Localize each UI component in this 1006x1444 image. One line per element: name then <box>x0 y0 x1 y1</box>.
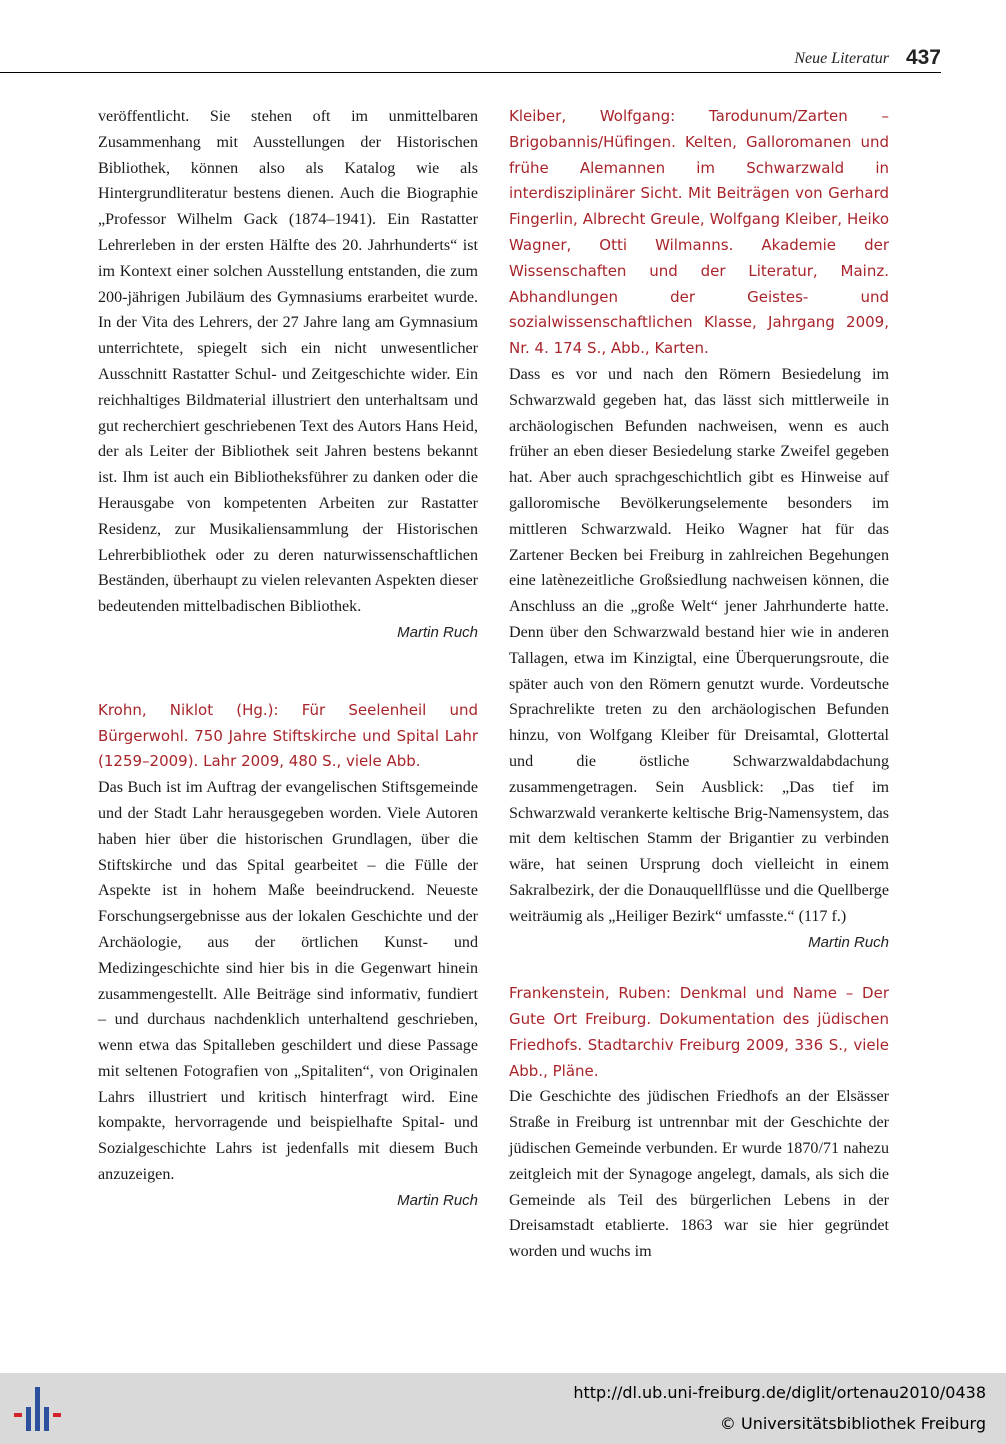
left-column <box>98 104 478 1214</box>
intro-signature: Martin Ruch <box>397 623 478 641</box>
footer-copyright: © Universitätsbibliothek Freiburg <box>719 1414 986 1433</box>
right-column <box>509 104 889 1265</box>
review-signature-krohn: Martin Ruch <box>397 1191 478 1209</box>
spacer <box>509 955 889 981</box>
review-heading-frankenstein: Frankenstein, Ruben: Denkmal und Name – Der Gute Ort Freiburg. Dokumentation des jüdischen Friedhofs. Stadtarchiv Freiburg 2009, 336 S., viele Abb., Pläne. <box>509 984 889 1080</box>
spacer <box>98 672 478 698</box>
section-title: Neue Literatur <box>794 50 889 67</box>
review-heading-kleiber: Kleiber, Wolfgang: Tarodunum/Zarten – Brigobannis/Hüfingen. Kelten, Galloromanen und frühe Alemannen im Schwarzwald in interdisziplinärer Sicht. Mit Beiträgen von Gerhard Fingerlin, Albrecht Greule, Wolfgang Kleiber, Heiko Wagner, Otti Wilmanns. Akademie der Wissenschaften und der Literatur, Mainz. Abhandlungen der Geistes- und sozialwissenschaftlichen Klasse, Jahrgang 2009, Nr. 4. 174 S., Abb., Karten. <box>509 107 889 358</box>
intro-paragraph: veröffentlicht. Sie stehen oft im unmittelbaren Zusammenhang mit Ausstellungen der Historischen Bibliothek, können also als Katalog wie als Hintergrundliteratur bestens dienen. Auch die Biographie „Professor Wilhelm Gack (1874–1941). Ein Rastatter Lehrerleben in der ersten Hälfte des 20. Jahrhunderts“ ist im Kontext einer solchen Ausstellung entstanden, die zum 200-jährigen Jubiläum des Gymnasiums erarbeitet wurde. In der Vita des Lehrers, der 27 Jahre lang am Gymnasium unterrichtete, spiegelt sich ein nicht unwesentlicher Ausschnitt Rastatter Schul- und Zeitgeschichte wider. Ein reichhaltiges Bildmaterial illustriert den unterhaltsam und gut recherchiert geschriebenen Text des Autors Hans Heid, der als Leiter der Bibliothek seit Jahren bestens bekannt ist. Ihm ist auch ein Bibliotheksführer zu danken oder die Herausgabe von kompetenten Arbeiten zur Rastatter Residenz, zur Musikaliensammlung der Historischen Lehrerbibliothek oder zu deren naturwissenschaftlichen Beständen, überhaupt zu vielen relevanten Aspekten dieser bedeutenden mittelbadischen Bibliothek. <box>98 108 478 616</box>
review-body-kleiber: Dass es vor und nach den Römern Besiedelung im Schwarzwald gegeben hat, das lässt sich mittlerweile in archäologischen Befunden nachweisen, wenn es auch früher an eben dieser Besiedelung starke Zweifel gegeben hat. Aber auch sprachgeschichtlich gibt es Hinweise auf galloromische Bevölkerungselemente besonders im mittleren Schwarzwald. Heiko Wagner hat für das Zartener Becken bei Freiburg in zahlreichen Begehungen eine latènezeitliche Großsiedlung nachweisen können, die Anschluss an die „große Welt“ jener Jahrhunderte hatte. Denn über den Schwarzwald bestand hier wie in anderen Tallagen, etwa im Kinzigtal, eine Überquerungsroute, die später auch von den Römern genutzt wurde. Vordeutsche Sprachrelikte treten zu den archäologischen Befunden hinzu, von Wolfgang Kleiber für Dreisamtal, Glottertal und die östliche Schwarzwaldabdachung zusammengetragen. Sein Ausblick: „Das tief im Schwarzwald verankerte keltische Brig-Namensystem, das mit dem keltischen Stamm der Brigantier zu verbinden wäre, hat seinen Ursprung doch vielleicht in einem Sakralbezirk, der die Donauquellflüsse und die Quellberge weiträumig als „Heiliger Bezirk“ umfasste.“ (117 f.) <box>509 365 889 925</box>
university-library-logo-icon <box>12 1385 64 1433</box>
review-body-frankenstein: Die Geschichte des jüdischen Friedhofs an der Elsässer Straße in Freiburg ist untrennbar mit der Geschichte der jüdischen Gemeinde verbunden. Er wurde 1870/71 nahezu zeitgleich mit der Synagoge angelegt, damals, als sich die Gemeinde als Teil des bürgerlichen Lebens in der Dreisamstadt etablierte. 1863 war sie hier gegründet worden und wuchs im <box>509 1088 889 1261</box>
page-footer <box>0 1373 1006 1444</box>
review-signature-kleiber: Martin Ruch <box>808 933 889 951</box>
spacer <box>98 646 478 672</box>
footer-url[interactable]: http://dl.ub.uni-freiburg.de/diglit/ortenau2010/0438 <box>573 1383 986 1402</box>
review-body-krohn: Das Buch ist im Auftrag der evangelischen Stiftsgemeinde und der Stadt Lahr herausgegeben worden. Viele Autoren haben hier über die historischen Grundlagen, über die Stiftskirche und das Spital gearbeitet – die Fülle der Aspekte ist in hohem Maße beeindruckend. Neueste Forschungsergebnisse aus der lokalen Geschichte und der Archäologie, aus der örtlichen Kunst- und Medizingeschichte sind hier bis in die Gegenwart hinein zusammengestellt. Alle Beiträge sind informativ, fundiert – und durchaus nachdenklich unterhaltend geschrieben, wenn etwa das Spitalleben geschildert und diese Passage mit seltenen Fotografien von „Spitaliten“, von Originalen Lahrs illustriert und kritisch hinterfragt wird. Eine kompakte, hervorragende und beispielhafte Spital- und Sozialgeschichte Lahrs ist jedenfalls mit diesem Buch anzuzeigen. <box>98 779 478 1184</box>
review-heading-krohn: Krohn, Niklot (Hg.): Für Seelenheil und Bürgerwohl. 750 Jahre Stiftskirche und Spital Lahr (1259–2009). Lahr 2009, 480 S., viele Abb. <box>98 700 478 771</box>
page-header <box>0 44 941 73</box>
page-number: 437 <box>905 46 941 69</box>
